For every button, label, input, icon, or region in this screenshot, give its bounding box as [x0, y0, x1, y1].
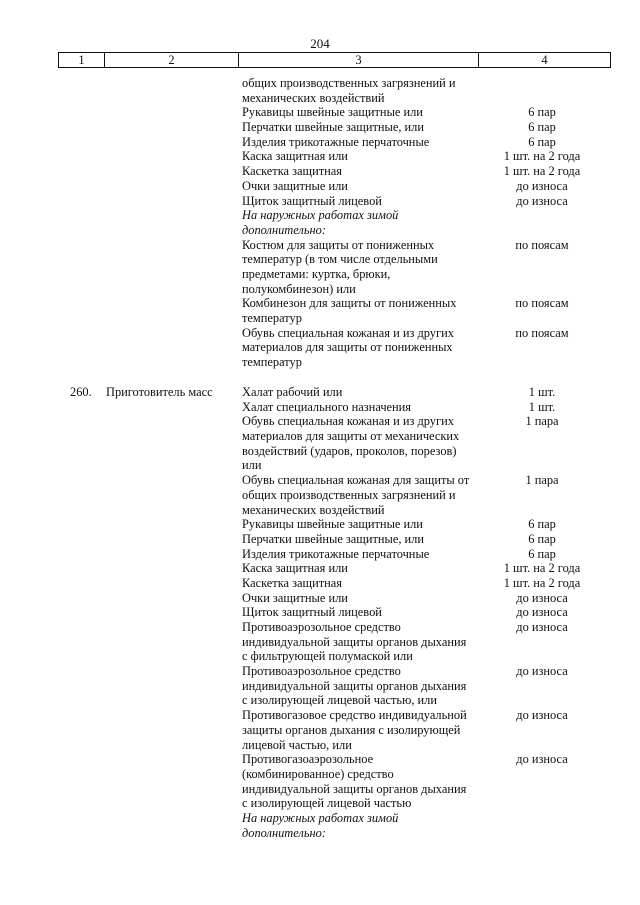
item-quantity: 1 пара [525, 473, 559, 488]
item-number: 260. [70, 385, 92, 399]
item-description: общих производственных загрязнений и [242, 487, 456, 502]
item-description: воздействий (ударов, проколов, порезов) [242, 443, 457, 458]
table-row [0, 429, 640, 444]
continuation-block [0, 76, 640, 370]
item-description: Обувь специальная кожаная для защиты от [242, 473, 470, 488]
item-description: Щиток защитный лицевой [242, 605, 382, 620]
item-description: Очки защитные или [242, 178, 348, 193]
item-quantity: по поясам [515, 237, 569, 252]
table-row [0, 400, 640, 415]
column-header-3: 3 [239, 53, 479, 68]
item-description: дополнительно: [242, 825, 326, 840]
entry-260-block [0, 385, 640, 840]
item-quantity: 1 шт. на 2 года [503, 575, 581, 590]
table-row [0, 105, 640, 120]
item-description: температур (в том числе отдельными [242, 252, 438, 267]
item-description: Рукавицы швейные защитные или [242, 517, 423, 532]
item-description: общих производственных загрязнений и [242, 76, 456, 90]
table-row [0, 135, 640, 150]
item-quantity: 1 шт. [528, 385, 556, 399]
table-row [0, 179, 640, 194]
table-row [0, 238, 640, 253]
item-description: материалов для защиты от механических [242, 429, 460, 444]
table-row [0, 811, 640, 826]
item-description: Костюм для защиты от пониженных [242, 237, 435, 252]
item-description: На наружных работах зимой [242, 810, 399, 825]
table-row [0, 355, 640, 370]
item-quantity: 6 пар [528, 105, 556, 120]
table-row [0, 194, 640, 209]
table-row [0, 223, 640, 238]
table-row [0, 311, 640, 326]
table-row [0, 76, 640, 91]
table-row [0, 473, 640, 488]
table-row [0, 503, 640, 518]
item-quantity: до износа [516, 590, 568, 605]
item-description: Обувь специальная кожаная и из других [242, 325, 454, 340]
table-row [0, 561, 640, 576]
item-quantity: до износа [516, 178, 568, 193]
table-row [0, 414, 640, 429]
item-description: индивидуальной защиты органов дыхания [242, 678, 467, 693]
item-description: индивидуальной защиты органов дыхания [242, 634, 467, 649]
table-row [0, 282, 640, 297]
table-row [0, 252, 640, 267]
table-row [0, 591, 640, 606]
item-quantity: до износа [516, 605, 568, 620]
table-row [0, 693, 640, 708]
item-description: температур [242, 311, 302, 325]
item-description: Перчатки швейные защитные, или [242, 120, 424, 135]
table-row [0, 679, 640, 694]
item-description: индивидуальной защиты органов дыхания [242, 781, 467, 796]
item-description: Комбинезон для защиты от пониженных [242, 296, 457, 311]
item-quantity: 6 пар [528, 134, 556, 149]
table-row [0, 296, 640, 311]
table-row [0, 120, 640, 135]
item-description: На наружных работах зимой [242, 208, 399, 223]
table-row [0, 767, 640, 782]
table-row [0, 576, 640, 591]
table-row [0, 738, 640, 753]
item-quantity: 1 шт. [528, 399, 556, 414]
column-header-2: 2 [105, 53, 239, 68]
table-row [0, 340, 640, 355]
item-quantity: 6 пар [528, 531, 556, 546]
table-row [0, 385, 640, 400]
item-description: или [242, 458, 262, 473]
table-row [0, 605, 640, 620]
column-header-4: 4 [479, 53, 611, 68]
item-description: температур [242, 355, 302, 370]
item-description: Изделия трикотажные перчаточные [242, 134, 430, 149]
table-row [0, 708, 640, 723]
table-row [0, 620, 640, 635]
table-row [0, 796, 640, 811]
column-header-table [58, 52, 611, 68]
table-row [0, 458, 640, 473]
item-description: Обувь специальная кожаная и из других [242, 414, 454, 429]
item-description: материалов для защиты от пониженных [242, 340, 453, 355]
item-description: Противогазовое средство индивидуальной [242, 708, 467, 723]
item-description: Халат рабочий или [242, 385, 343, 399]
item-description: Каска защитная или [242, 561, 348, 576]
item-description: Противогазоаэрозольное [242, 752, 374, 767]
item-description: защиты органов дыхания с изолирующей [242, 722, 461, 737]
item-quantity: 1 шт. на 2 года [503, 561, 581, 576]
item-quantity: 6 пар [528, 546, 556, 561]
item-quantity: до износа [516, 708, 568, 723]
item-description: Противоаэрозольное средство [242, 664, 401, 679]
item-description: Рукавицы швейные защитные или [242, 105, 423, 120]
item-quantity: 1 пара [525, 414, 559, 429]
item-description: Щиток защитный лицевой [242, 193, 382, 208]
item-description: дополнительно: [242, 222, 326, 237]
item-description: Каскетка защитная [242, 575, 342, 590]
item-description: с изолирующей лицевой частью, или [242, 693, 437, 708]
item-quantity: до износа [516, 620, 568, 634]
table-row [0, 752, 640, 767]
table-row [0, 326, 640, 341]
item-description: Каскетка защитная [242, 164, 342, 179]
table-row [0, 635, 640, 650]
table-row [0, 164, 640, 179]
column-header-1: 1 [59, 53, 105, 68]
table-row [0, 723, 640, 738]
page-number: 204 [310, 36, 330, 51]
item-description: Халат специального назначения [242, 399, 412, 414]
table-row [0, 488, 640, 503]
item-quantity: до износа [516, 664, 568, 679]
table-row [0, 149, 640, 164]
item-description: механических воздействий [242, 90, 385, 105]
item-description: механических воздействий [242, 502, 385, 517]
table-row [0, 267, 640, 282]
item-description: с изолирующей лицевой частью [242, 796, 412, 811]
table-row [0, 664, 640, 679]
item-description: Очки защитные или [242, 590, 348, 605]
table-row [0, 826, 640, 841]
item-quantity: 1 шт. на 2 года [503, 164, 581, 179]
item-description: Изделия трикотажные перчаточные [242, 546, 430, 561]
item-quantity: 6 пар [528, 517, 556, 532]
item-quantity: до износа [516, 752, 568, 767]
table-row [0, 547, 640, 562]
item-description: с фильтрующей полумаской или [242, 649, 413, 664]
item-description: Противоаэрозольное средство [242, 620, 401, 634]
table-row [0, 649, 640, 664]
table-row [0, 517, 640, 532]
item-quantity: по поясам [515, 325, 569, 340]
table-row [0, 444, 640, 459]
item-quantity: 1 шт. на 2 года [503, 149, 581, 164]
item-quantity: по поясам [515, 296, 569, 311]
item-quantity: до износа [516, 193, 568, 208]
profession-name: Приготовитель масс [106, 385, 213, 399]
item-description: лицевой частью, или [242, 737, 352, 752]
item-description: (комбинированное) средство [242, 766, 394, 781]
item-description: Каска защитная или [242, 149, 348, 164]
item-description: предметами: куртка, брюки, [242, 266, 391, 281]
table-row [0, 532, 640, 547]
item-description: Перчатки швейные защитные, или [242, 531, 424, 546]
item-description: полукомбинезон) или [242, 281, 356, 296]
table-row [0, 782, 640, 797]
item-quantity: 6 пар [528, 120, 556, 135]
table-row [0, 208, 640, 223]
table-row [0, 91, 640, 106]
